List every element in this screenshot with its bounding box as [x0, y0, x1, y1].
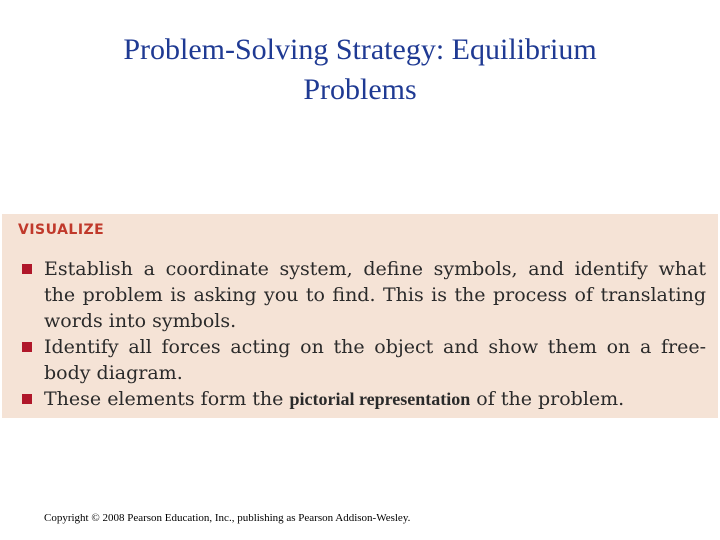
list-item	[18, 256, 706, 334]
bullet-text: Establish a coordinate system, define symbols, and identify what the problem is asking you to find. This is the process of translating words into symbols.	[44, 258, 706, 332]
square-bullet-icon	[22, 394, 32, 404]
bullet-bold-term: pictorial representation	[289, 389, 471, 409]
square-bullet-icon	[22, 342, 32, 352]
slide-title-line-1: Problem-Solving Strategy: Equilibrium	[123, 33, 597, 66]
list-item	[18, 386, 706, 412]
copyright-notice: Copyright © 2008 Pearson Education, Inc., publishing as Pearson Addison-Wesley.	[44, 512, 411, 524]
bullet-text-after: of the problem.	[470, 388, 625, 410]
bullet-list	[18, 256, 706, 412]
square-bullet-icon	[22, 264, 32, 274]
list-item	[18, 334, 706, 386]
bullet-text-before: These elements form the	[44, 388, 290, 410]
slide-title-line-2: Problems	[303, 73, 417, 106]
visualize-panel	[2, 214, 718, 418]
bullet-text: Identify all forces acting on the object and show them on a free-body diagram.	[44, 336, 706, 384]
slide-title	[40, 30, 680, 110]
panel-heading: VISUALIZE	[18, 222, 105, 238]
